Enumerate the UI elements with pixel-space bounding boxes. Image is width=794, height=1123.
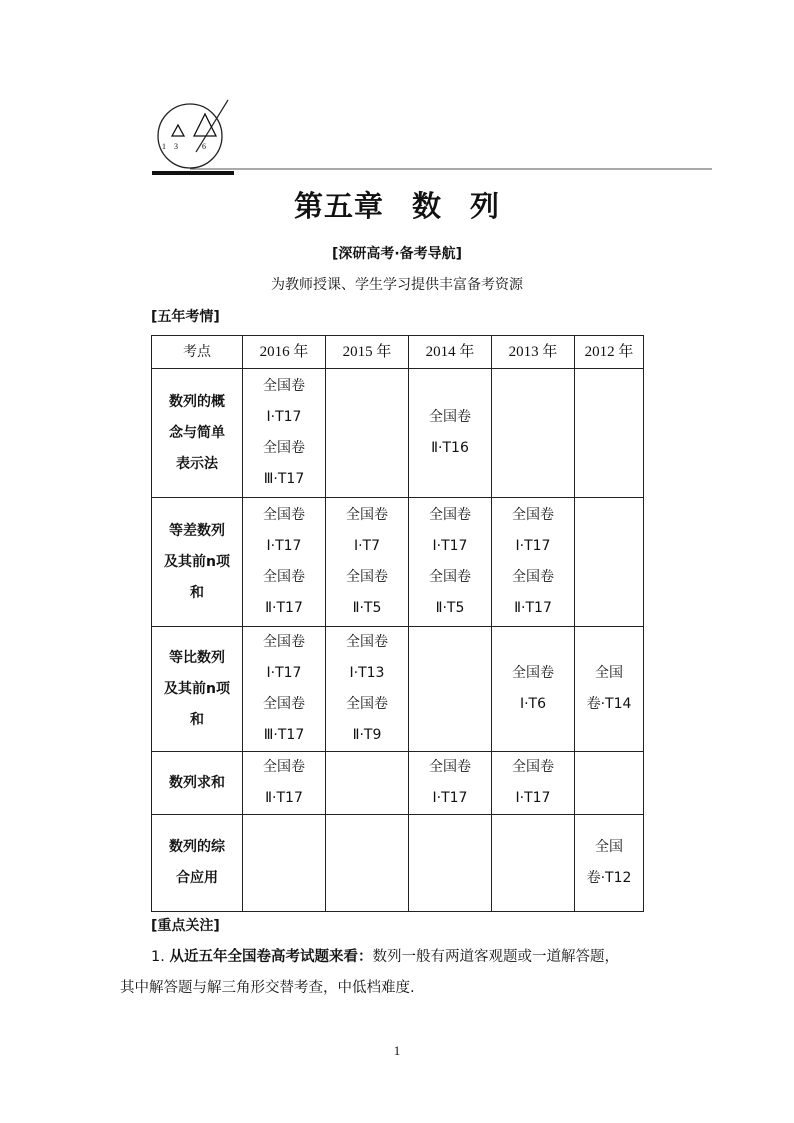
chapter-title-word2: 列 (470, 189, 501, 223)
logo-number-3: 3 (174, 142, 178, 151)
exam-cell: 全国卷 Ⅰ·T6 (492, 627, 575, 752)
exam-cell-empty (575, 752, 644, 815)
header-topic: 考点 (152, 336, 243, 369)
page-number: 1 (393, 1043, 401, 1058)
exam-cell: 全国卷 Ⅰ·T17 全国卷 Ⅱ·T17 (492, 498, 575, 627)
topic-cell: 等差数列 及其前n项 和 (152, 498, 243, 627)
table-row (152, 752, 644, 815)
exam-cell-empty (492, 815, 575, 912)
point-1-lead: 从近五年全国卷高考试题来看： (169, 949, 373, 965)
exam-cell-empty (326, 752, 409, 815)
header-2013: 2013 年 (492, 336, 575, 369)
header-2014: 2014 年 (409, 336, 492, 369)
exam-cell: 全国卷 Ⅰ·T17 全国卷 Ⅱ·T17 (243, 498, 326, 627)
exam-cell-empty (326, 369, 409, 498)
chapter-title-word1: 数 (411, 189, 442, 223)
exam-cell: 全国卷 Ⅱ·T17 (243, 752, 326, 815)
point-1-line-1 (151, 945, 619, 966)
exam-cell: 全国 卷·T14 (575, 627, 644, 752)
exam-cell-empty (409, 815, 492, 912)
exam-cell: 全国卷 Ⅱ·T16 (409, 369, 492, 498)
chapter-logo (150, 98, 720, 178)
topic-cell: 数列的概 念与简单 表示法 (152, 369, 243, 498)
point-1-text: 数列一般有两道客观题或一道解答题， (372, 949, 619, 965)
exam-cell: 全国 卷·T12 (575, 815, 644, 912)
topic-cell: 数列的综 合应用 (152, 815, 243, 912)
topic-cell: 数列求和 (152, 752, 243, 815)
exam-cell: 全国卷 Ⅰ·T17 全国卷 Ⅱ·T5 (409, 498, 492, 627)
header-2016: 2016 年 (243, 336, 326, 369)
table-row (152, 498, 644, 627)
exam-cell-empty (326, 815, 409, 912)
section-heading-five-year: [五年考情] (151, 309, 220, 325)
chapter-title-number: 第五章 (293, 189, 384, 223)
topic-cell: 等比数列 及其前n项 和 (152, 627, 243, 752)
tagline: 为教师授课、学生学习提供丰富备考资源 (271, 277, 523, 293)
exam-cell-empty (575, 369, 644, 498)
point-1-line-2: 其中解答题与解三角形交替考查，中低档难度. (120, 980, 415, 996)
header-2015: 2015 年 (326, 336, 409, 369)
table-header-row (152, 336, 644, 369)
exam-cell-empty (243, 815, 326, 912)
point-1-number: 1. (151, 949, 165, 965)
exam-cell: 全国卷 Ⅰ·T17 (492, 752, 575, 815)
exam-cell-empty (575, 498, 644, 627)
exam-cell: 全国卷 Ⅰ·T17 全国卷 Ⅲ·T17 (243, 369, 326, 498)
header-2012: 2012 年 (575, 336, 644, 369)
table-row (152, 627, 644, 752)
table-row (152, 369, 644, 498)
table-row (152, 815, 644, 912)
exam-cell-empty (492, 369, 575, 498)
exam-cell: 全国卷 Ⅰ·T13 全国卷 Ⅱ·T9 (326, 627, 409, 752)
exam-cell-empty (409, 627, 492, 752)
exam-cell: 全国卷 Ⅰ·T7 全国卷 Ⅱ·T5 (326, 498, 409, 627)
exam-cell: 全国卷 Ⅰ·T17 全国卷 Ⅲ·T17 (243, 627, 326, 752)
section-heading-key-focus: [重点关注] (151, 918, 220, 934)
exam-table (151, 335, 644, 912)
logo-number-1: 1 (162, 142, 166, 151)
exam-cell: 全国卷 Ⅰ·T17 (409, 752, 492, 815)
logo-number-6: 6 (202, 142, 206, 151)
subtitle: [深研高考·备考导航] (331, 246, 463, 262)
chapter-title (0, 184, 794, 225)
